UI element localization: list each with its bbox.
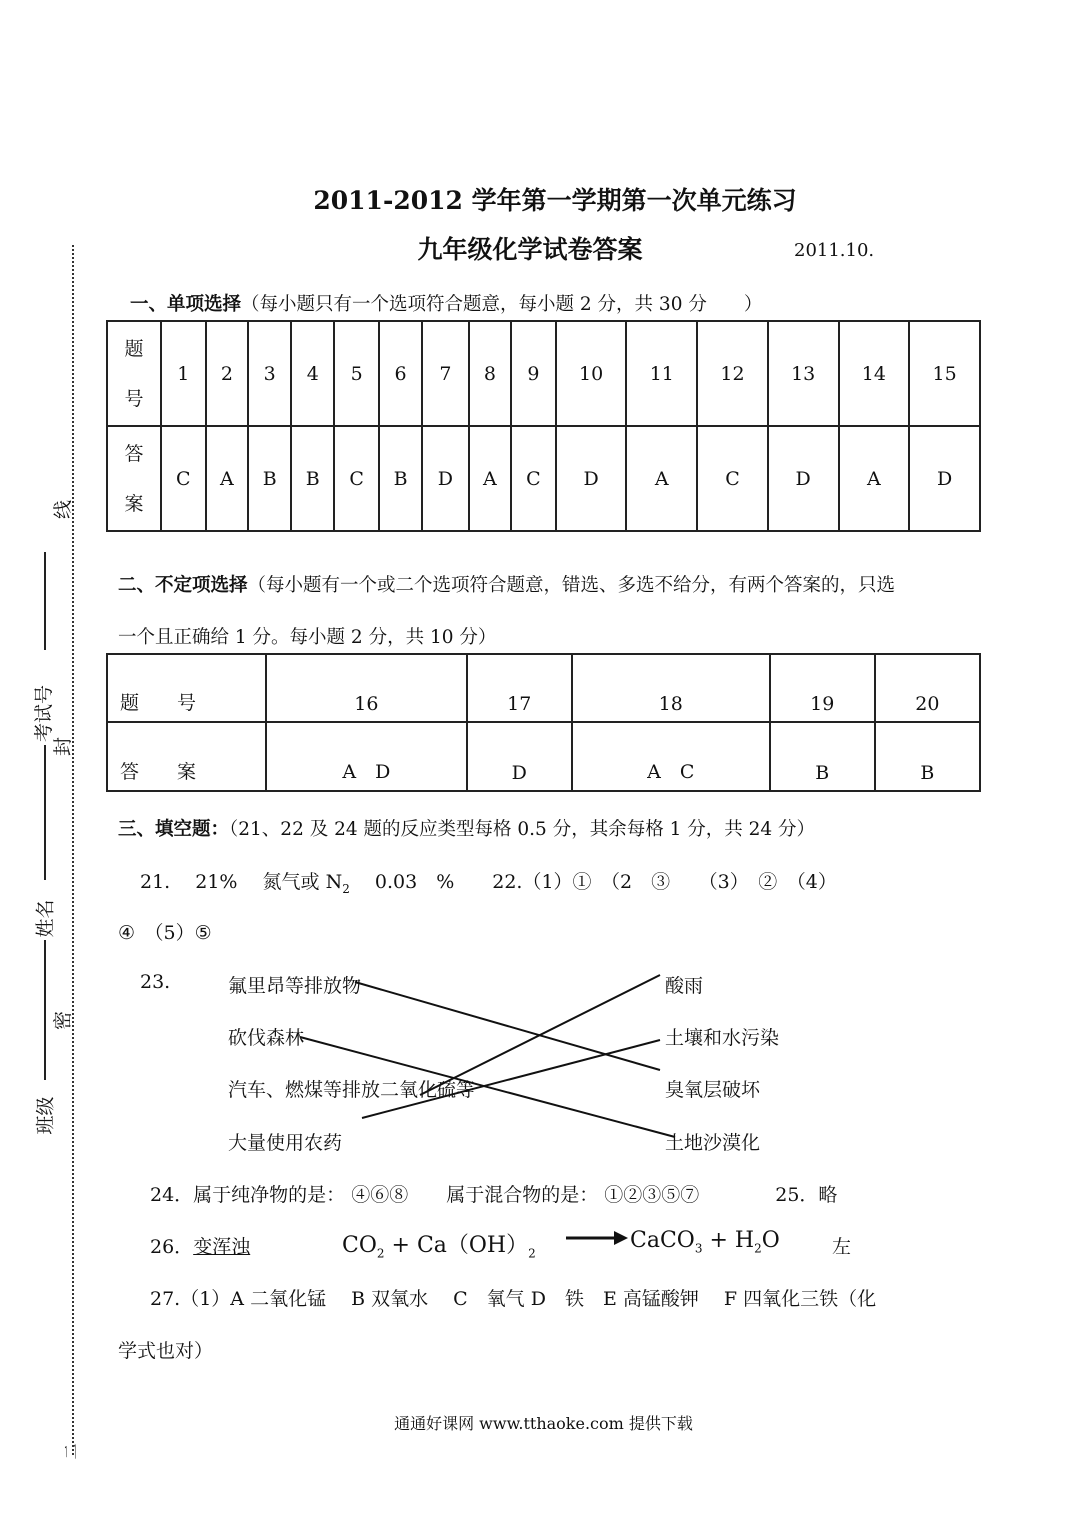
q23-left-item: 大量使用农药 <box>228 1132 343 1154</box>
table-cell: 17 <box>467 654 572 722</box>
table-cell: 15 <box>909 321 980 426</box>
table-cell: 2 <box>206 321 248 426</box>
table-cell: C <box>511 426 556 531</box>
q26-equation-right: CaCO$_3$ + $H_2O$ <box>630 1228 780 1256</box>
page-footer: 通通好课网 www.tthaoke.com 提供下载 <box>394 1414 693 1433</box>
q27-line2: 学式也对） <box>118 1340 214 1362</box>
q24-q25-line: 24．属于纯净物的是： ④⑥⑧ 属于混合物的是： ①②③⑤⑦ 25．略 <box>150 1184 838 1206</box>
section1-note: （每小题只有一个选项符合题意，每小题 2 分，共 30 分 ） <box>241 294 763 315</box>
margin-secret-label: 密 <box>52 1010 75 1031</box>
table-cell: 6 <box>379 321 422 426</box>
section1-heading: 一、单项选择 <box>130 294 242 315</box>
table-cell: 16 <box>266 654 467 722</box>
page-subtitle: 九年级化学试卷答案 <box>417 235 643 264</box>
match-line-soil-water <box>362 1040 660 1118</box>
class-label: 班级 <box>34 1096 57 1135</box>
table-cell: 3 <box>248 321 291 426</box>
table-cell: D <box>467 722 572 791</box>
section1-answer-label: 答 案 <box>107 426 161 531</box>
table-cell: C <box>161 426 206 531</box>
q27-line1: 27.（1）A 二氧化锰 B 双氧水 C 氧气 D 铁 E 高锰酸钾 F 四氧化三铁（化 <box>150 1288 877 1310</box>
q26-tail: 左 <box>832 1236 852 1258</box>
page-number: 二 <box>61 1443 81 1460</box>
q23-number: 23. <box>140 971 171 993</box>
table-cell: B <box>770 722 875 791</box>
q23-right-item: 土地沙漠化 <box>665 1132 761 1154</box>
table-cell: 13 <box>768 321 839 426</box>
table-cell: B <box>291 426 334 531</box>
table-cell: A <box>469 426 511 531</box>
q23-left-item: 砍伐森林 <box>228 1027 305 1049</box>
table-cell: 9 <box>511 321 556 426</box>
section2-note-1: （每小题有一个或二个选项符合题意，错选、多选不给分，有两个答案的，只选 <box>247 575 896 596</box>
exam-date: 2011.10. <box>794 240 875 261</box>
q23-right-item: 土壤和水污染 <box>665 1027 780 1049</box>
table-cell: 10 <box>556 321 627 426</box>
table-cell: 7 <box>422 321 469 426</box>
q26-answer: 变浑浊 <box>193 1236 251 1258</box>
table-cell: A <box>626 426 697 531</box>
match-line-desert <box>300 1037 675 1137</box>
q23-left-item: 氟里昂等排放物 <box>228 975 362 997</box>
match-line-ozone <box>355 982 660 1070</box>
table-cell: 11 <box>626 321 697 426</box>
table-cell: B <box>875 722 980 791</box>
table-cell: D <box>556 426 627 531</box>
table-cell: A C <box>572 722 770 791</box>
q26-equation-left: $CO_2 + Ca(OH)_2$ <box>342 1233 536 1261</box>
section3-note: （21、22 及 24 题的反应类型每格 0.5 分，其余每格 1 分，共 24 分） <box>229 819 816 840</box>
page-title: 2011-2012 学年第一学期第一次单元练习 <box>313 186 797 215</box>
table-cell: C <box>334 426 379 531</box>
table-cell: 1 <box>161 321 206 426</box>
table-cell: A <box>206 426 248 531</box>
q22-line2: ④ （5）⑤ <box>118 922 212 944</box>
q23-right-item: 酸雨 <box>665 975 704 997</box>
section1-number-label: 题 号 <box>107 321 161 426</box>
table-cell: 14 <box>839 321 910 426</box>
table-cell: C <box>697 426 768 531</box>
table-cell: 5 <box>334 321 379 426</box>
section2-answer-label: 答 案 <box>107 722 266 791</box>
table-cell: A <box>839 426 910 531</box>
section2-number-label: 题 号 <box>107 654 266 722</box>
name-label: 姓名 <box>34 899 57 938</box>
q23-right-item: 臭氧层破坏 <box>665 1079 761 1101</box>
q21-q22-line: 21. 21% 氮气或 $N_2$ 0.03 % 22.（1）① （2 ③ （3） ② （4） <box>140 871 837 896</box>
q23-left-item: 汽车、燃煤等排放二氧化硫等 <box>228 1079 476 1101</box>
table-cell: D <box>422 426 469 531</box>
table-cell: 8 <box>469 321 511 426</box>
table-cell: 20 <box>875 654 980 722</box>
exam-no-label: 考试号 <box>33 684 56 743</box>
section3-heading: 三、填空题： <box>118 819 230 840</box>
reaction-arrow-icon <box>566 1228 630 1248</box>
section2-heading: 二、不定项选择 <box>118 575 248 596</box>
table-cell: B <box>248 426 291 531</box>
margin-seal-label: 封 <box>52 736 75 757</box>
section2-note-2: 一个且正确给 1 分。每小题 2 分，共 10 分） <box>118 627 497 648</box>
q26-line: 26．变浑浊 <box>150 1236 251 1258</box>
match-line-acid-rain <box>420 975 660 1095</box>
table-cell: B <box>379 426 422 531</box>
table-cell: 4 <box>291 321 334 426</box>
table-cell: D <box>768 426 839 531</box>
table-cell: D <box>909 426 980 531</box>
table-cell: 19 <box>770 654 875 722</box>
margin-line-label: 线 <box>52 499 75 520</box>
table-cell: 12 <box>697 321 768 426</box>
table-cell: A D <box>266 722 467 791</box>
table-cell: 18 <box>572 654 770 722</box>
